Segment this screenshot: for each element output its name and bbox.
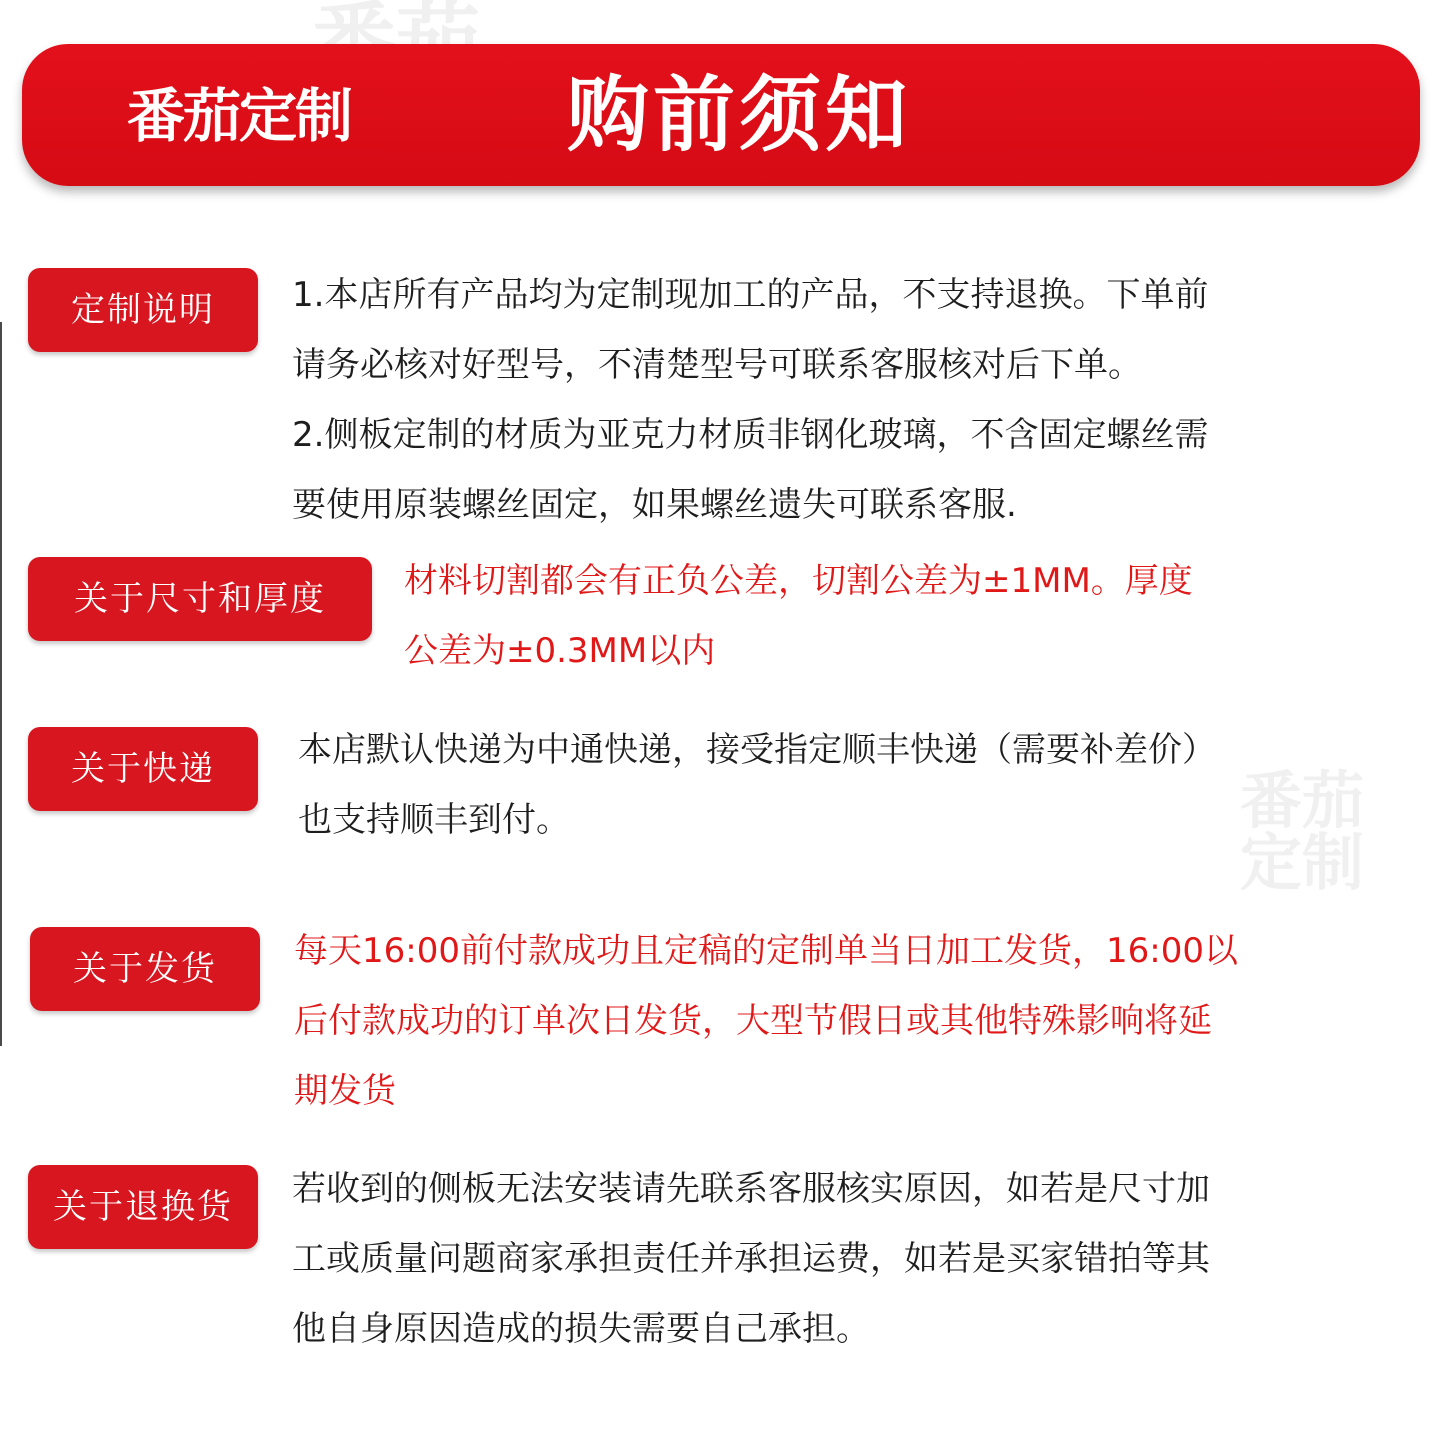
text-line: 1.本店所有产品均为定制现加工的产品，不支持退换。下单前	[292, 275, 1209, 315]
text-line: 工或质量问题商家承担责任并承担运费，如若是买家错拍等其	[292, 1239, 1210, 1279]
text-line: 他自身原因造成的损失需要自己承担。	[292, 1309, 870, 1349]
page-title: 购前须知	[567, 68, 912, 163]
header-banner	[22, 44, 1420, 186]
tag-express: 关于快递	[28, 727, 258, 811]
tag-returns: 关于退换货	[28, 1165, 258, 1249]
text-line: 2.侧板定制的材质为亚克力材质非钢化玻璃，不含固定螺丝需	[292, 415, 1209, 455]
text-line: 期发货	[294, 1071, 396, 1111]
tag-size-thickness: 关于尺寸和厚度	[28, 557, 372, 641]
section-shipping-text	[294, 916, 1238, 1126]
text-line: 公差为±0.3MM以内	[404, 631, 716, 671]
text-line: 请务必核对好型号，不清楚型号可联系客服核对后下单。	[292, 345, 1142, 385]
text-line: 每天16:00前付款成功且定稿的定制单当日加工发货，16:00以	[294, 931, 1238, 971]
brand-logo: 番茄定制	[127, 82, 352, 150]
section-customization-text	[292, 260, 1208, 540]
text-line: 材料切割都会有正负公差，切割公差为±1MM。厚度	[404, 561, 1193, 601]
text-line: 本店默认快递为中通快递，接受指定顺丰快递（需要补差价）	[298, 730, 1216, 770]
section-express-text	[298, 715, 1216, 855]
text-line: 若收到的侧板无法安装请先联系客服核实原因，如若是尺寸加	[292, 1169, 1210, 1209]
text-line: 后付款成功的订单次日发货，大型节假日或其他特殊影响将延	[294, 1001, 1212, 1041]
section-returns-text	[292, 1154, 1210, 1364]
text-line: 也支持顺丰到付。	[298, 800, 570, 840]
tag-customization-notes: 定制说明	[28, 268, 258, 352]
text-line: 要使用原装螺丝固定，如果螺丝遗失可联系客服.	[292, 485, 1017, 525]
section-size-thickness-text	[404, 546, 1193, 686]
watermark-logo: 番茄 定制	[1240, 764, 1365, 899]
left-edge-line	[0, 322, 2, 1046]
tag-shipping: 关于发货	[30, 927, 260, 1011]
